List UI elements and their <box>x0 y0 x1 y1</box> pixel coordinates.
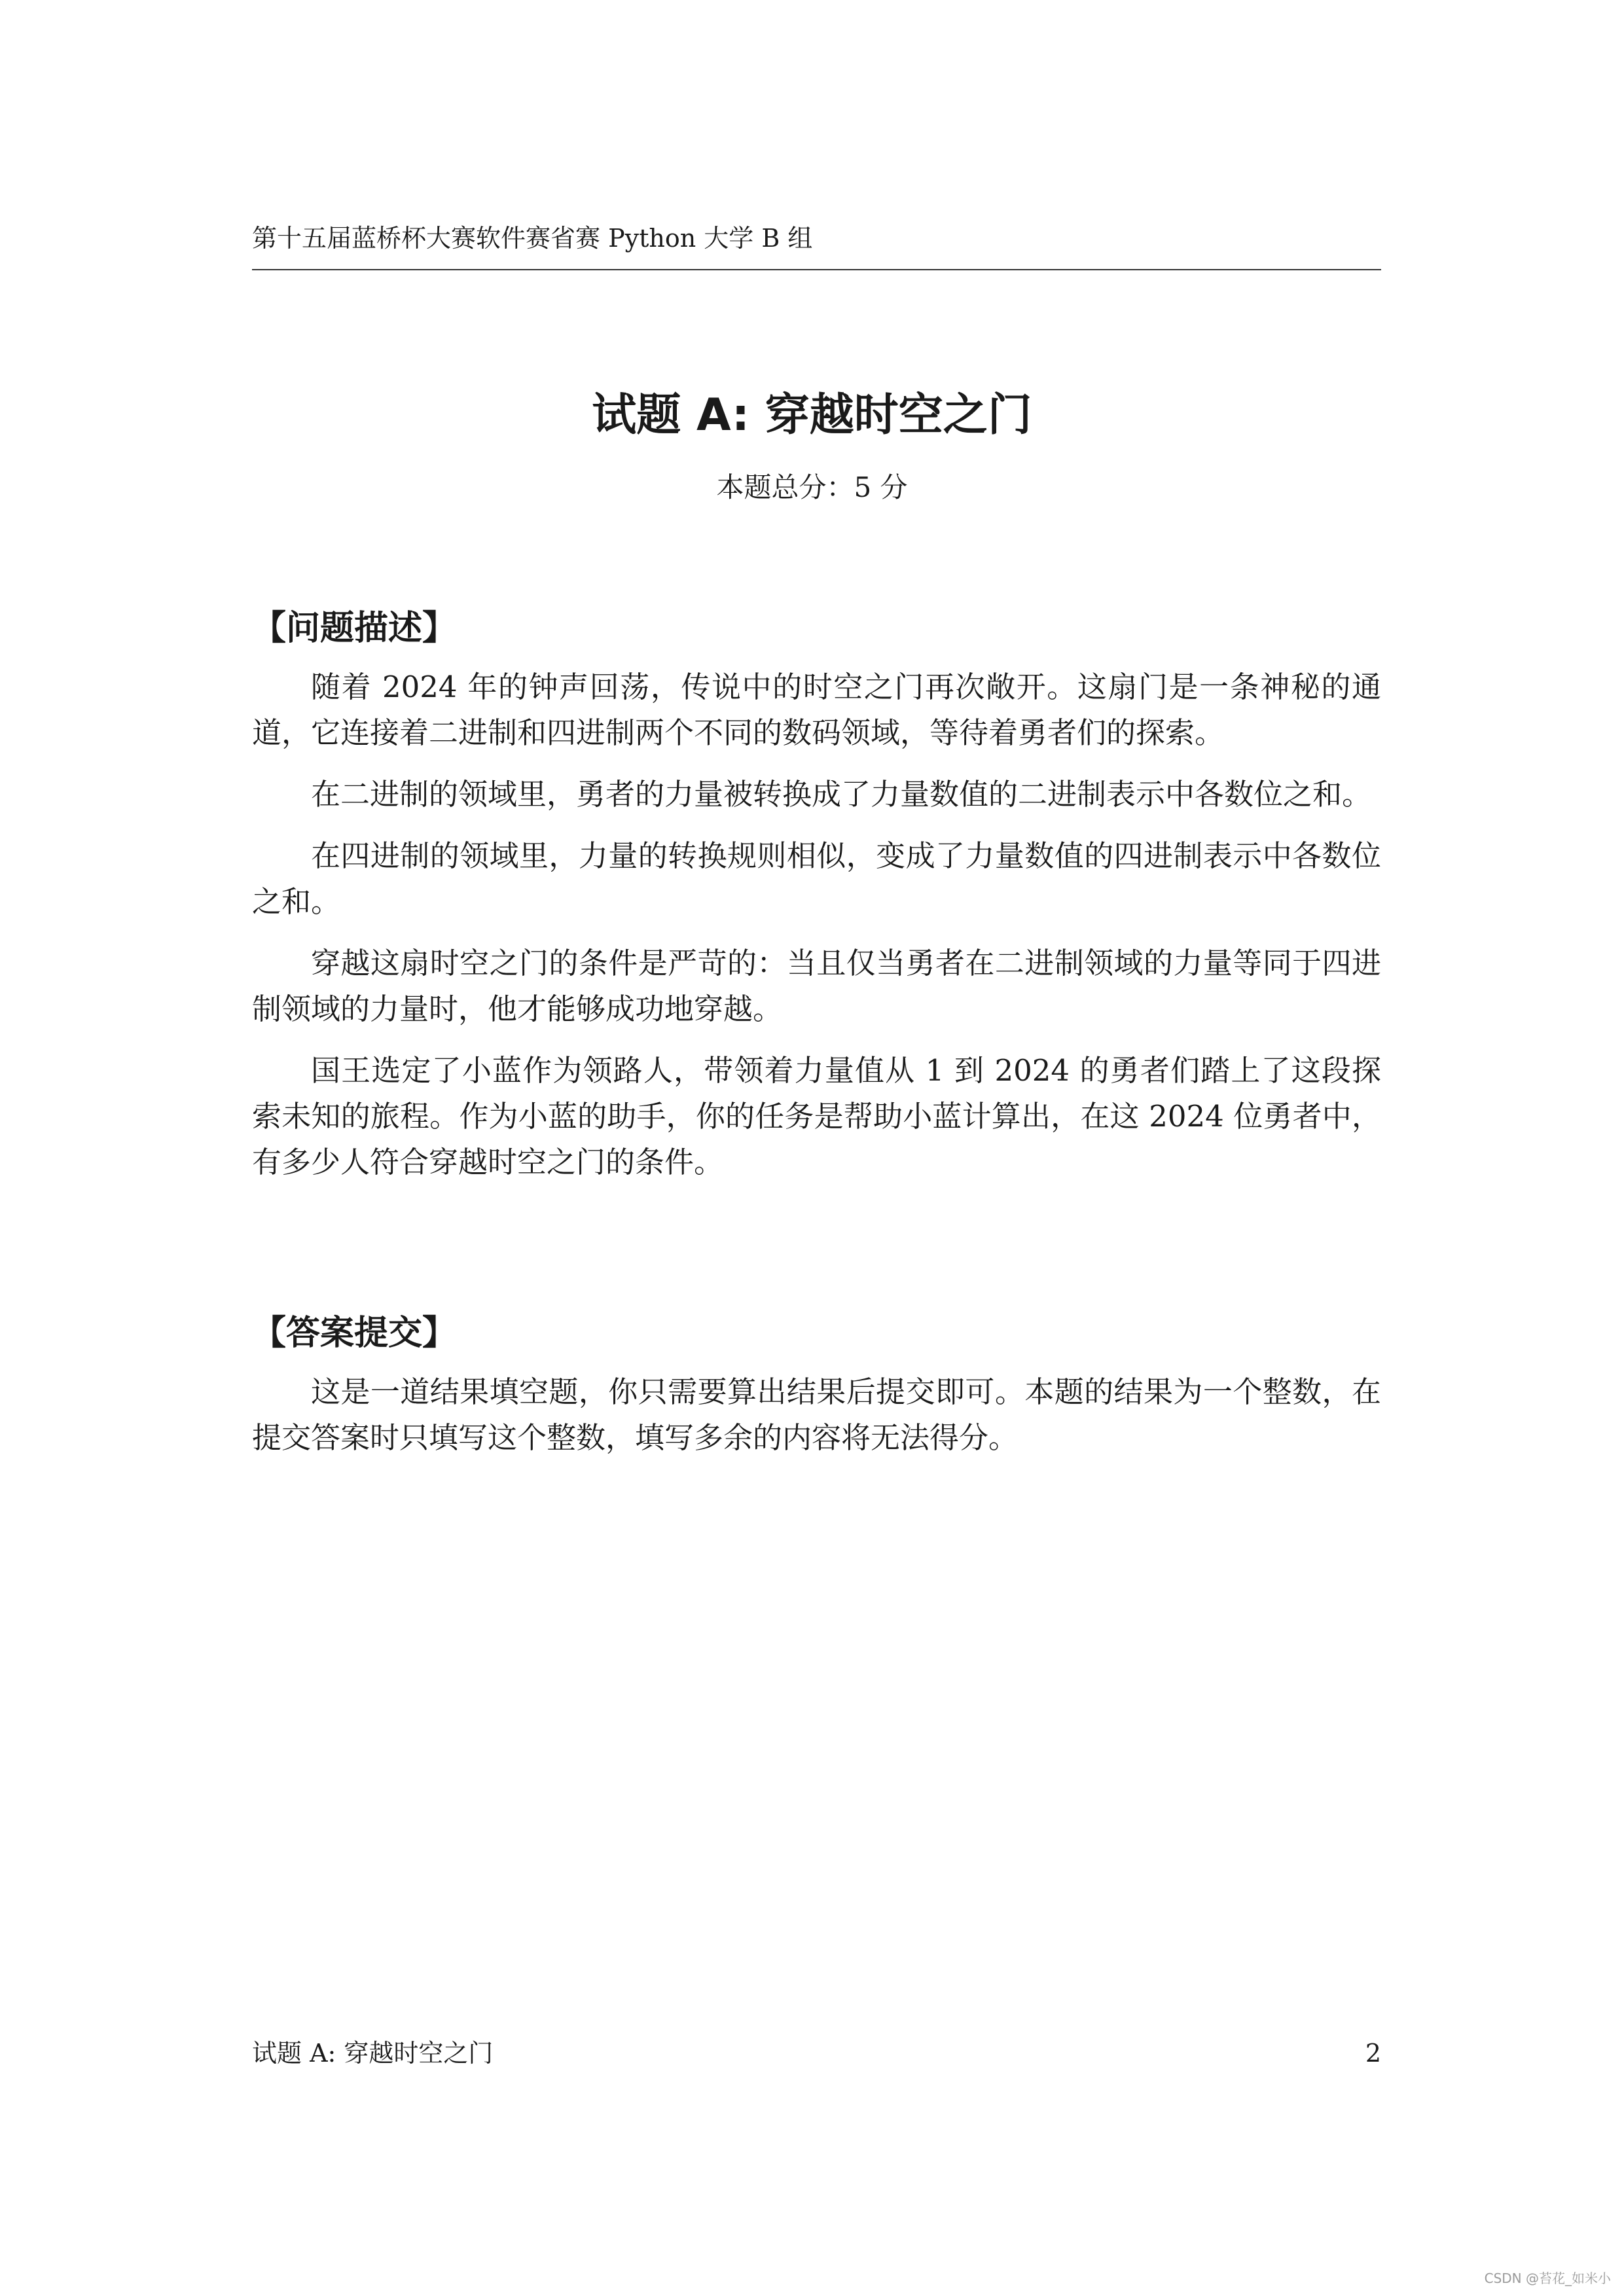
submission-paragraph: 这是一道结果填空题，你只需要算出结果后提交即可。本题的结果为一个整数，在提交答案时只填写这个整数，填写多余的内容将无法得分。 <box>252 1374 1381 1455</box>
description-paragraph: 在四进制的领域里，力量的转换规则相似，变成了力量数值的四进制表示中各数位之和。 <box>252 838 1381 919</box>
running-header: 第十五届蓝桥杯大赛软件赛省赛 Python 大学 B 组 <box>252 224 813 253</box>
header-rule <box>252 269 1381 270</box>
description-paragraph: 随着 2024 年的钟声回荡，传说中的时空之门再次敞开。这扇门是一条神秘的通道，它连接着二进制和四进制两个不同的数码领域，等待着勇者们的探索。 <box>252 670 1381 750</box>
section-heading-description: 【问题描述】 <box>252 609 457 648</box>
description-body <box>252 664 1381 1201</box>
watermark: CSDN @苔花_如米小 <box>1484 2270 1611 2286</box>
description-paragraph: 穿越这扇时空之门的条件是严苛的：当且仅当勇者在二进制领域的力量等同于四进制领域的力量时，他才能够成功地穿越。 <box>252 946 1381 1026</box>
page-number: 2 <box>1365 2039 1381 2068</box>
submission-body <box>252 1369 1381 1477</box>
section-heading-submission: 【答案提交】 <box>252 1314 457 1353</box>
problem-score: 本题总分：5 分 <box>716 471 908 503</box>
footer-title: 试题 A: 穿越时空之门 <box>252 2039 494 2068</box>
description-paragraph: 国王选定了小蓝作为领路人，带领着力量值从 1 到 2024 的勇者们踏上了这段探索未知的旅程。作为小蓝的助手，你的任务是帮助小蓝计算出，在这 2024 位勇者中，有多少人符合穿越时空之门的条件。 <box>252 1053 1381 1179</box>
description-paragraph: 在二进制的领域里，勇者的力量被转换成了力量数值的二进制表示中各数位之和。 <box>311 777 1372 812</box>
problem-title: 试题 A: 穿越时空之门 <box>592 389 1032 441</box>
